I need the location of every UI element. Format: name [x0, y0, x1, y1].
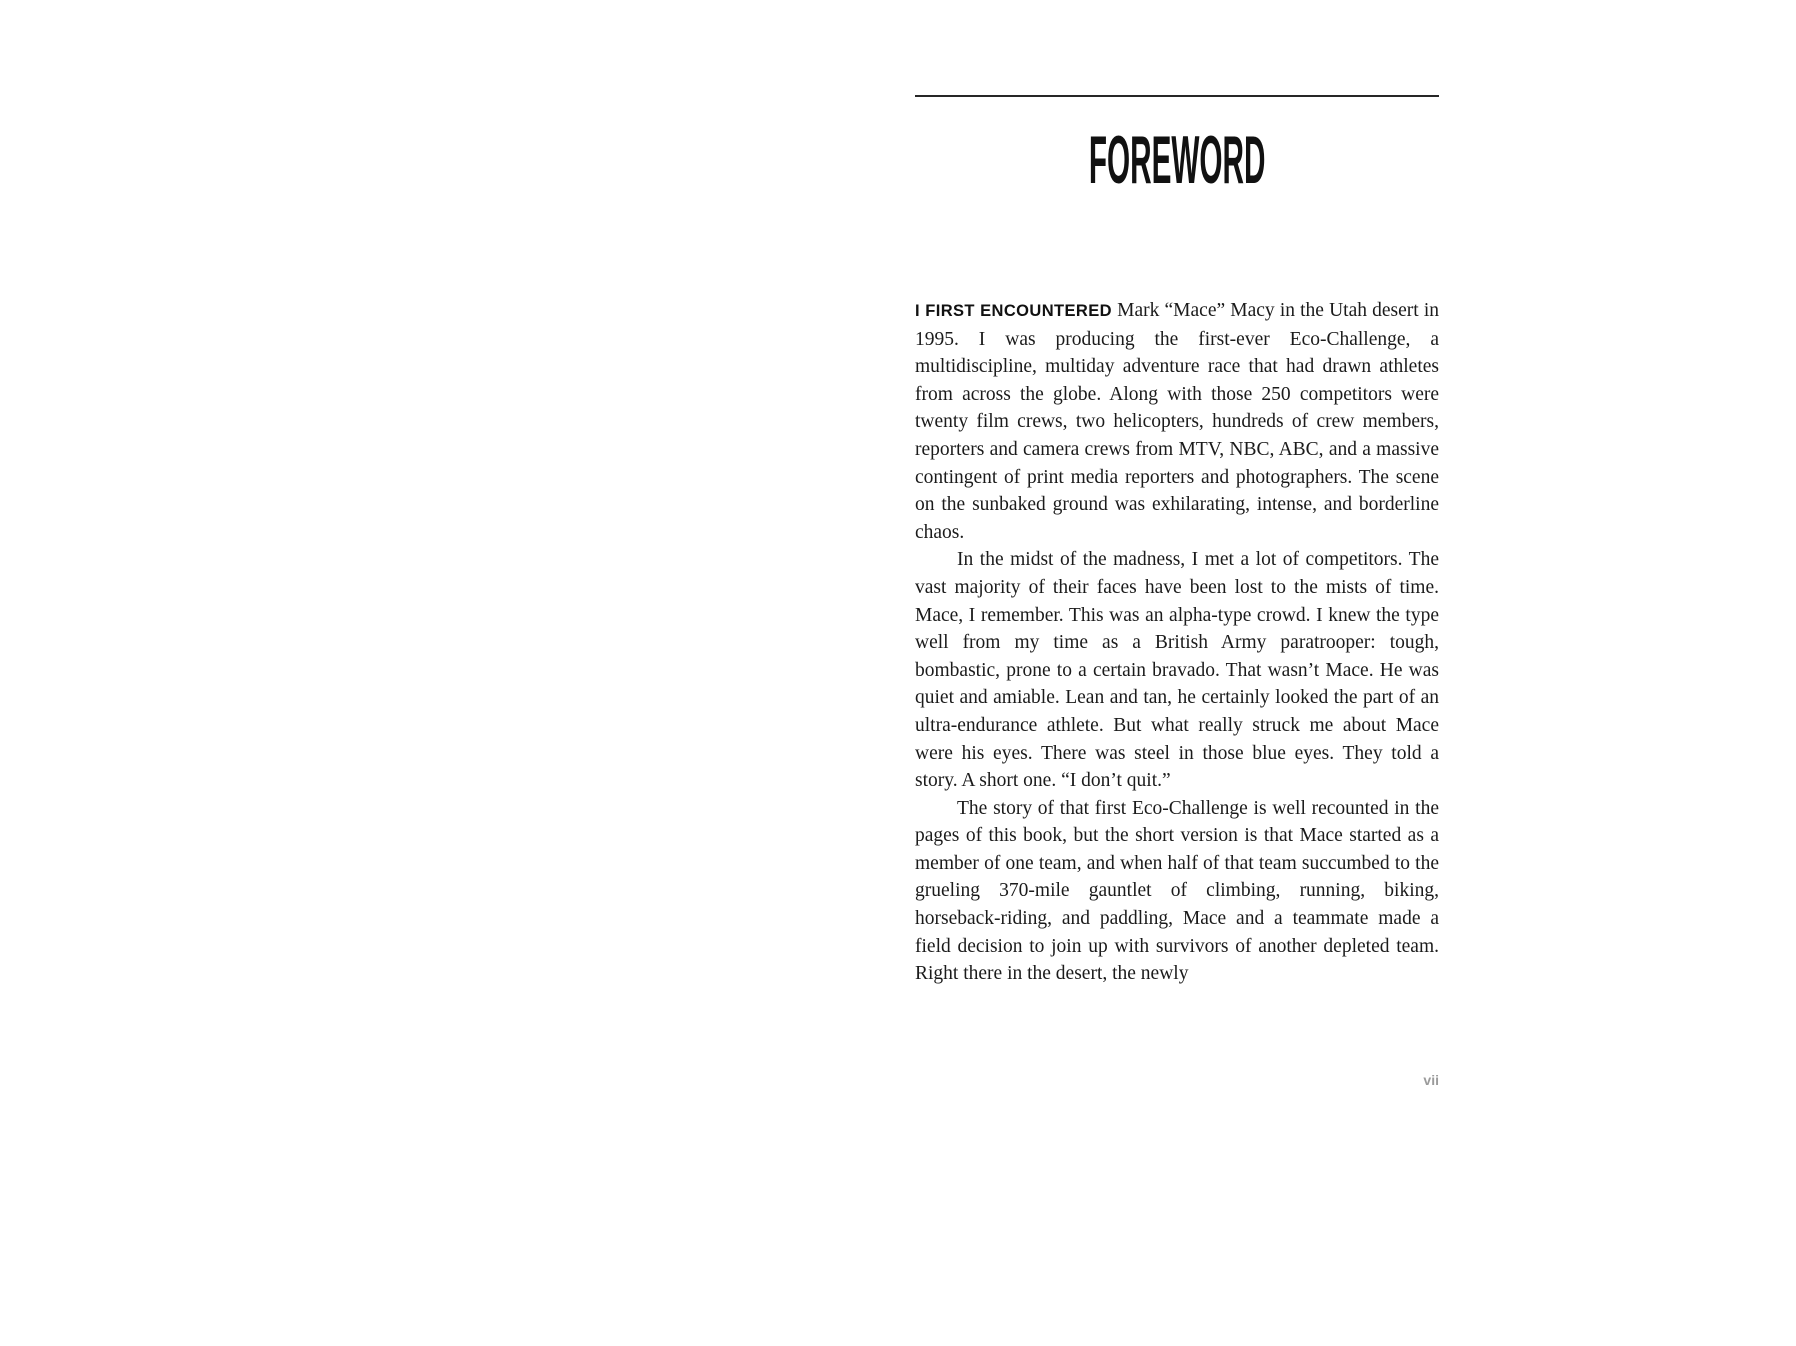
page-title-wrap: [915, 121, 1439, 203]
title-rule: [915, 95, 1439, 97]
paragraph-3: The story of that first Eco-Challenge is well recounted in the pages of this book, but the short version is that Mace started as a member of one team, and when half of that team succumbed to the grueling 370-mile gauntlet of climbing, running, biking, horseback-riding, and paddling, Mace and a teammate made a field decision to join up with survivors of another depleted team. Right there in the desert, the newly: [915, 797, 1439, 985]
paragraph-2: In the midst of the madness, I met a lot of competitors. The vast majority of their faces have been lost to the mists of time. Mace, I remember. This was an alpha-type crowd. I knew the type well from my time as a British Army paratrooper: tough, bombastic, prone to a certain bravado. That wasn’t Mace. He was quiet and amiable. Lean and tan, he certainly looked the part of an ultra-endurance athlete. But what really struck me about Mace were his eyes. There was steel in those blue eyes. They told a story. A short one. “I don’t quit.”: [915, 549, 1439, 792]
page-number: vii: [1423, 1072, 1439, 1088]
paragraph-lead-in: I FIRST ENCOUNTERED: [915, 302, 1112, 320]
paragraph-1-text: Mark “Mace” Macy in the Utah desert in 1995. I was producing the first-ever Eco-Challenge, a multidiscipline, multiday adventure race that had drawn athletes from across the globe. Along with those 250 competitors were twenty film crews, two helicopters, hundreds of crew members, reporters and camera crews from MTV, NBC, ABC, and a massive contingent of print media reporters and photographers. The scene on the sunbaked ground was exhilarating, intense, and borderline chaos.: [915, 300, 1440, 543]
page-title: FOREWORD: [1088, 121, 1266, 198]
foreword-page: [915, 95, 1439, 988]
foreword-body: [915, 297, 1439, 988]
paragraph-1: [915, 297, 1439, 546]
